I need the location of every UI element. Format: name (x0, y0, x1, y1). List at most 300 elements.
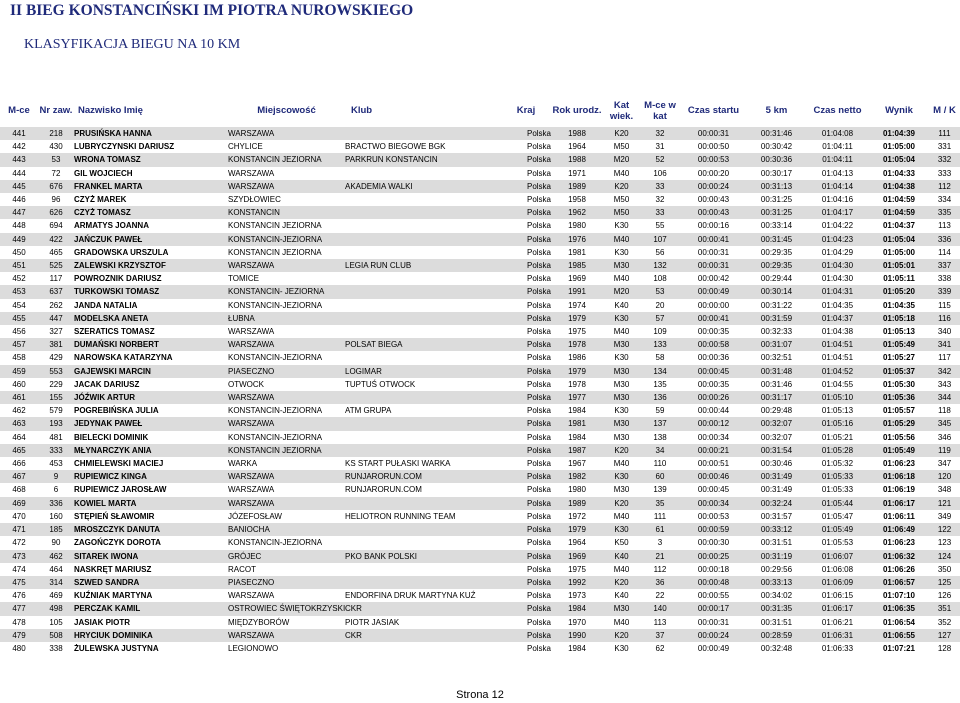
net-time-cell: 01:04:35 (806, 299, 869, 312)
club-cell (345, 497, 501, 510)
table-row (0, 589, 960, 602)
birth-year-cell: 1978 (551, 338, 603, 351)
birth-year-cell: 1992 (551, 576, 603, 589)
gender-place-cell: 351 (929, 602, 960, 615)
gender-place-cell: 336 (929, 233, 960, 246)
category-cell: M20 (603, 153, 640, 166)
category-place-cell: 135 (640, 378, 680, 391)
category-place-cell: 59 (640, 404, 680, 417)
net-time-cell: 01:04:17 (806, 206, 869, 219)
split-5km-cell: 00:31:07 (747, 338, 806, 351)
table-row (0, 378, 960, 391)
start-time-cell: 00:00:58 (680, 338, 747, 351)
birth-year-cell: 1969 (551, 272, 603, 285)
category-place-cell: 58 (640, 351, 680, 364)
category-place-cell: 108 (640, 272, 680, 285)
club-cell: ENDORFINA DRUK MARTYNA KUŹ (345, 589, 501, 602)
net-time-cell: 01:05:21 (806, 431, 869, 444)
bib-cell: 481 (38, 431, 74, 444)
bib-cell: 160 (38, 510, 74, 523)
split-5km-cell: 00:28:59 (747, 629, 806, 642)
club-cell: CKR (345, 602, 501, 615)
net-time-cell: 01:04:14 (806, 180, 869, 193)
table-row (0, 602, 960, 615)
gender-place-cell: 118 (929, 404, 960, 417)
country-cell: Polska (501, 510, 551, 523)
split-5km-cell: 00:29:56 (747, 563, 806, 576)
result-cell: 01:06:55 (869, 629, 929, 642)
club-cell: PARKRUN KONSTANCIN (345, 153, 501, 166)
city-cell: WARSZAWA (228, 589, 345, 602)
split-5km-cell: 00:31:45 (747, 233, 806, 246)
city-cell: WARSZAWA (228, 483, 345, 496)
start-time-cell: 00:00:48 (680, 576, 747, 589)
column-header: Nr zaw. (39, 105, 73, 116)
start-time-cell: 00:00:00 (680, 299, 747, 312)
name-cell: SZWED SANDRA (74, 576, 228, 589)
category-cell: M30 (603, 391, 640, 404)
birth-year-cell: 1971 (551, 167, 603, 180)
split-5km-cell: 00:29:44 (747, 272, 806, 285)
name-cell: DUMAŃSKI NORBERT (74, 338, 228, 351)
name-cell: RUPIEWICZ KINGA (74, 470, 228, 483)
start-time-cell: 00:00:59 (680, 523, 747, 536)
net-time-cell: 01:05:16 (806, 417, 869, 430)
gender-place-cell: 126 (929, 589, 960, 602)
club-cell: HELIOTRON RUNNING TEAM (345, 510, 501, 523)
split-5km-cell: 00:31:25 (747, 206, 806, 219)
category-place-cell: 132 (640, 259, 680, 272)
country-cell: Polska (501, 259, 551, 272)
table-row (0, 325, 960, 338)
name-cell: BIELECKI DOMINIK (74, 431, 228, 444)
club-cell (345, 391, 501, 404)
category-cell: K20 (603, 576, 640, 589)
start-time-cell: 00:00:43 (680, 206, 747, 219)
table-row (0, 457, 960, 470)
bib-cell: 262 (38, 299, 74, 312)
city-cell: ŁUBNA (228, 312, 345, 325)
category-place-cell: 35 (640, 497, 680, 510)
place-cell: 480 (0, 642, 38, 655)
club-cell (345, 417, 501, 430)
split-5km-cell: 00:29:35 (747, 246, 806, 259)
split-5km-cell: 00:33:13 (747, 576, 806, 589)
result-cell: 01:06:17 (869, 497, 929, 510)
split-5km-cell: 00:31:46 (747, 378, 806, 391)
category-cell: K30 (603, 404, 640, 417)
category-place-cell: 20 (640, 299, 680, 312)
birth-year-cell: 1979 (551, 312, 603, 325)
gender-place-cell: 341 (929, 338, 960, 351)
split-5km-cell: 00:31:49 (747, 483, 806, 496)
page-number: Strona 12 (456, 689, 504, 701)
place-cell: 467 (0, 470, 38, 483)
result-cell: 01:04:59 (869, 193, 929, 206)
city-cell: WARSZAWA (228, 180, 345, 193)
name-cell: ZAGOŃCZYK DOROTA (74, 536, 228, 549)
birth-year-cell: 1974 (551, 299, 603, 312)
bib-cell: 9 (38, 470, 74, 483)
city-cell: WARSZAWA (228, 470, 345, 483)
split-5km-cell: 00:31:49 (747, 470, 806, 483)
place-cell: 478 (0, 616, 38, 629)
city-cell: KONSTANCIN-JEZIORNA (228, 404, 345, 417)
result-cell: 01:05:00 (869, 140, 929, 153)
result-cell: 01:05:01 (869, 259, 929, 272)
birth-year-cell: 1987 (551, 444, 603, 457)
split-5km-cell: 00:30:46 (747, 457, 806, 470)
category-place-cell: 134 (640, 365, 680, 378)
split-5km-cell: 00:32:24 (747, 497, 806, 510)
table-row (0, 616, 960, 629)
name-cell: MODELSKA ANETA (74, 312, 228, 325)
category-cell: M50 (603, 206, 640, 219)
bib-cell: 90 (38, 536, 74, 549)
place-cell: 461 (0, 391, 38, 404)
split-5km-cell: 00:29:48 (747, 404, 806, 417)
split-5km-cell: 00:31:25 (747, 193, 806, 206)
club-cell (345, 523, 501, 536)
city-cell: KONSTANCIN-JEZIORNA (228, 233, 345, 246)
category-cell: M30 (603, 378, 640, 391)
category-cell: M40 (603, 510, 640, 523)
name-cell: SITAREK IWONA (74, 550, 228, 563)
start-time-cell: 00:00:45 (680, 483, 747, 496)
bib-cell: 579 (38, 404, 74, 417)
net-time-cell: 01:04:29 (806, 246, 869, 259)
table-row (0, 483, 960, 496)
club-cell (345, 272, 501, 285)
birth-year-cell: 1975 (551, 325, 603, 338)
gender-place-cell: 347 (929, 457, 960, 470)
result-cell: 01:04:33 (869, 167, 929, 180)
name-cell: HRYCIUK DOMINIKA (74, 629, 228, 642)
city-cell: TOMICE (228, 272, 345, 285)
city-cell: WARSZAWA (228, 629, 345, 642)
country-cell: Polska (501, 536, 551, 549)
bib-cell: 694 (38, 219, 74, 232)
birth-year-cell: 1981 (551, 246, 603, 259)
name-cell: RUPIEWICZ JAROSŁAW (74, 483, 228, 496)
results-table (0, 94, 960, 655)
club-cell: LOGIMAR (345, 365, 501, 378)
table-row (0, 127, 960, 140)
place-cell: 463 (0, 417, 38, 430)
category-cell: M40 (603, 325, 640, 338)
category-cell: M30 (603, 365, 640, 378)
net-time-cell: 01:05:47 (806, 510, 869, 523)
city-cell: KONSTANCIN JEZIORNA (228, 153, 345, 166)
country-cell: Polska (501, 497, 551, 510)
place-cell: 464 (0, 431, 38, 444)
split-5km-cell: 00:32:33 (747, 325, 806, 338)
name-cell: SZERATICS TOMASZ (74, 325, 228, 338)
page-subtitle: KLASYFIKACJA BIEGU NA 10 KM (24, 37, 241, 52)
table-body (0, 127, 960, 655)
table-row (0, 233, 960, 246)
split-5km-cell: 00:33:14 (747, 219, 806, 232)
category-place-cell: 52 (640, 153, 680, 166)
category-place-cell: 34 (640, 444, 680, 457)
country-cell: Polska (501, 404, 551, 417)
start-time-cell: 00:00:16 (680, 219, 747, 232)
gender-place-cell: 116 (929, 312, 960, 325)
place-cell: 448 (0, 219, 38, 232)
category-cell: K20 (603, 629, 640, 642)
category-cell: M30 (603, 483, 640, 496)
place-cell: 454 (0, 299, 38, 312)
category-cell: K20 (603, 127, 640, 140)
column-header: Wynik (885, 105, 913, 116)
page-title: II BIEG KONSTANCIŃSKI IM PIOTRA NUROWSKIEGO (10, 2, 414, 19)
birth-year-cell: 1970 (551, 616, 603, 629)
name-cell: KUŹNIAK MARTYNA (74, 589, 228, 602)
city-cell: PIASECZNO (228, 576, 345, 589)
country-cell: Polska (501, 417, 551, 430)
place-cell: 469 (0, 497, 38, 510)
table-row (0, 576, 960, 589)
club-cell (345, 206, 501, 219)
club-cell (345, 536, 501, 549)
net-time-cell: 01:05:44 (806, 497, 869, 510)
start-time-cell: 00:00:26 (680, 391, 747, 404)
result-cell: 01:06:57 (869, 576, 929, 589)
city-cell: PIASECZNO (228, 365, 345, 378)
place-cell: 453 (0, 285, 38, 298)
category-place-cell: 31 (640, 140, 680, 153)
category-place-cell: 22 (640, 589, 680, 602)
category-cell: K50 (603, 536, 640, 549)
net-time-cell: 01:06:09 (806, 576, 869, 589)
club-cell (345, 444, 501, 457)
name-cell: KOWIEL MARTA (74, 497, 228, 510)
city-cell: MIĘDZYBORÓW (228, 616, 345, 629)
category-cell: K30 (603, 219, 640, 232)
result-cell: 01:05:13 (869, 325, 929, 338)
club-cell: POLSAT BIEGA (345, 338, 501, 351)
bib-cell: 429 (38, 351, 74, 364)
category-cell: M30 (603, 338, 640, 351)
bib-cell: 422 (38, 233, 74, 246)
result-cell: 01:06:54 (869, 616, 929, 629)
place-cell: 466 (0, 457, 38, 470)
birth-year-cell: 1979 (551, 523, 603, 536)
result-cell: 01:05:20 (869, 285, 929, 298)
result-cell: 01:04:38 (869, 180, 929, 193)
name-cell: ZALEWSKI KRZYSZTOF (74, 259, 228, 272)
category-cell: K20 (603, 180, 640, 193)
country-cell: Polska (501, 193, 551, 206)
country-cell: Polska (501, 629, 551, 642)
start-time-cell: 00:00:30 (680, 536, 747, 549)
split-5km-cell: 00:30:36 (747, 153, 806, 166)
bib-cell: 465 (38, 246, 74, 259)
city-cell: GRÓJEC (228, 550, 345, 563)
start-time-cell: 00:00:35 (680, 325, 747, 338)
result-cell: 01:06:23 (869, 536, 929, 549)
birth-year-cell: 1988 (551, 127, 603, 140)
gender-place-cell: 345 (929, 417, 960, 430)
column-header: 5 km (765, 105, 788, 116)
gender-place-cell: 333 (929, 167, 960, 180)
table-row (0, 193, 960, 206)
split-5km-cell: 00:31:59 (747, 312, 806, 325)
name-cell: CZYŻ TOMASZ (74, 206, 228, 219)
bib-cell: 218 (38, 127, 74, 140)
gender-place-cell: 337 (929, 259, 960, 272)
start-time-cell: 00:00:46 (680, 470, 747, 483)
birth-year-cell: 1981 (551, 417, 603, 430)
net-time-cell: 01:06:07 (806, 550, 869, 563)
country-cell: Polska (501, 365, 551, 378)
category-place-cell: 110 (640, 457, 680, 470)
table-row (0, 497, 960, 510)
bib-cell: 381 (38, 338, 74, 351)
start-time-cell: 00:00:41 (680, 233, 747, 246)
gender-place-cell: 331 (929, 140, 960, 153)
place-cell: 443 (0, 153, 38, 166)
net-time-cell: 01:04:51 (806, 338, 869, 351)
category-cell: M50 (603, 140, 640, 153)
start-time-cell: 00:00:21 (680, 444, 747, 457)
split-5km-cell: 00:32:07 (747, 417, 806, 430)
category-place-cell: 33 (640, 180, 680, 193)
place-cell: 472 (0, 536, 38, 549)
place-cell: 445 (0, 180, 38, 193)
table-row (0, 272, 960, 285)
birth-year-cell: 1969 (551, 550, 603, 563)
net-time-cell: 01:06:08 (806, 563, 869, 576)
split-5km-cell: 00:30:14 (747, 285, 806, 298)
club-cell (345, 351, 501, 364)
city-cell: KONSTANCIN-JEZIORNA (228, 351, 345, 364)
birth-year-cell: 1984 (551, 431, 603, 444)
table-row (0, 180, 960, 193)
city-cell: WARSZAWA (228, 338, 345, 351)
country-cell: Polska (501, 153, 551, 166)
split-5km-cell: 00:31:22 (747, 299, 806, 312)
gender-place-cell: 344 (929, 391, 960, 404)
table-row (0, 523, 960, 536)
start-time-cell: 00:00:36 (680, 351, 747, 364)
place-cell: 468 (0, 483, 38, 496)
result-cell: 01:04:59 (869, 206, 929, 219)
table-row (0, 629, 960, 642)
bib-cell: 327 (38, 325, 74, 338)
category-place-cell: 111 (640, 510, 680, 523)
club-cell: TUPTUŚ OTWOCK (345, 378, 501, 391)
table-row (0, 153, 960, 166)
result-cell: 01:06:26 (869, 563, 929, 576)
club-cell: LEGIA RUN CLUB (345, 259, 501, 272)
city-cell: BANIOCHA (228, 523, 345, 536)
net-time-cell: 01:05:28 (806, 444, 869, 457)
club-cell (345, 563, 501, 576)
gender-place-cell: 346 (929, 431, 960, 444)
result-cell: 01:06:23 (869, 457, 929, 470)
category-place-cell: 21 (640, 550, 680, 563)
city-cell: KONSTANCIN-JEZIORNA (228, 536, 345, 549)
place-cell: 475 (0, 576, 38, 589)
place-cell: 446 (0, 193, 38, 206)
birth-year-cell: 1984 (551, 602, 603, 615)
column-header: Miejscowość (257, 105, 316, 116)
place-cell: 476 (0, 589, 38, 602)
start-time-cell: 00:00:17 (680, 602, 747, 615)
category-place-cell: 32 (640, 193, 680, 206)
bib-cell: 333 (38, 444, 74, 457)
city-cell: JÓZEFOSŁAW (228, 510, 345, 523)
name-cell: MŁYNARCZYK ANIA (74, 444, 228, 457)
club-cell: BRACTWO BIEGOWE BGK (345, 140, 501, 153)
table-row (0, 167, 960, 180)
city-cell: WARSZAWA (228, 167, 345, 180)
birth-year-cell: 1989 (551, 180, 603, 193)
category-place-cell: 113 (640, 616, 680, 629)
category-place-cell: 32 (640, 127, 680, 140)
column-header: M / K (933, 105, 956, 116)
club-cell (345, 576, 501, 589)
column-header: Rok urodz. (552, 105, 602, 116)
table-row (0, 431, 960, 444)
gender-place-cell: 124 (929, 550, 960, 563)
gender-place-cell: 342 (929, 365, 960, 378)
club-cell (345, 127, 501, 140)
start-time-cell: 00:00:24 (680, 629, 747, 642)
split-5km-cell: 00:31:13 (747, 180, 806, 193)
table-row (0, 312, 960, 325)
start-time-cell: 00:00:18 (680, 563, 747, 576)
category-place-cell: 136 (640, 391, 680, 404)
table-row (0, 417, 960, 430)
result-cell: 01:05:30 (869, 378, 929, 391)
net-time-cell: 01:06:33 (806, 642, 869, 655)
gender-place-cell: 114 (929, 246, 960, 259)
club-cell (345, 233, 501, 246)
category-cell: M40 (603, 272, 640, 285)
place-cell: 447 (0, 206, 38, 219)
name-cell: JACAK DARIUSZ (74, 378, 228, 391)
birth-year-cell: 1962 (551, 206, 603, 219)
start-time-cell: 00:00:53 (680, 510, 747, 523)
table-row (0, 338, 960, 351)
net-time-cell: 01:04:13 (806, 167, 869, 180)
club-cell: PKO BANK POLSKI (345, 550, 501, 563)
name-cell: GRADOWSKA URSZULA (74, 246, 228, 259)
birth-year-cell: 1973 (551, 589, 603, 602)
place-cell: 473 (0, 550, 38, 563)
table-row (0, 536, 960, 549)
country-cell: Polska (501, 457, 551, 470)
start-time-cell: 00:00:49 (680, 642, 747, 655)
gender-place-cell: 125 (929, 576, 960, 589)
gender-place-cell: 335 (929, 206, 960, 219)
city-cell: OSTROWIEC ŚWIĘTOKRZYSKI (228, 602, 345, 615)
category-cell: M20 (603, 285, 640, 298)
net-time-cell: 01:04:22 (806, 219, 869, 232)
name-cell: JANDA NATALIA (74, 299, 228, 312)
bib-cell: 155 (38, 391, 74, 404)
net-time-cell: 01:04:55 (806, 378, 869, 391)
start-time-cell: 00:00:31 (680, 127, 747, 140)
bib-cell: 469 (38, 589, 74, 602)
start-time-cell: 00:00:41 (680, 312, 747, 325)
category-place-cell: 55 (640, 219, 680, 232)
split-5km-cell: 00:30:17 (747, 167, 806, 180)
split-5km-cell: 00:34:02 (747, 589, 806, 602)
result-cell: 01:05:49 (869, 338, 929, 351)
